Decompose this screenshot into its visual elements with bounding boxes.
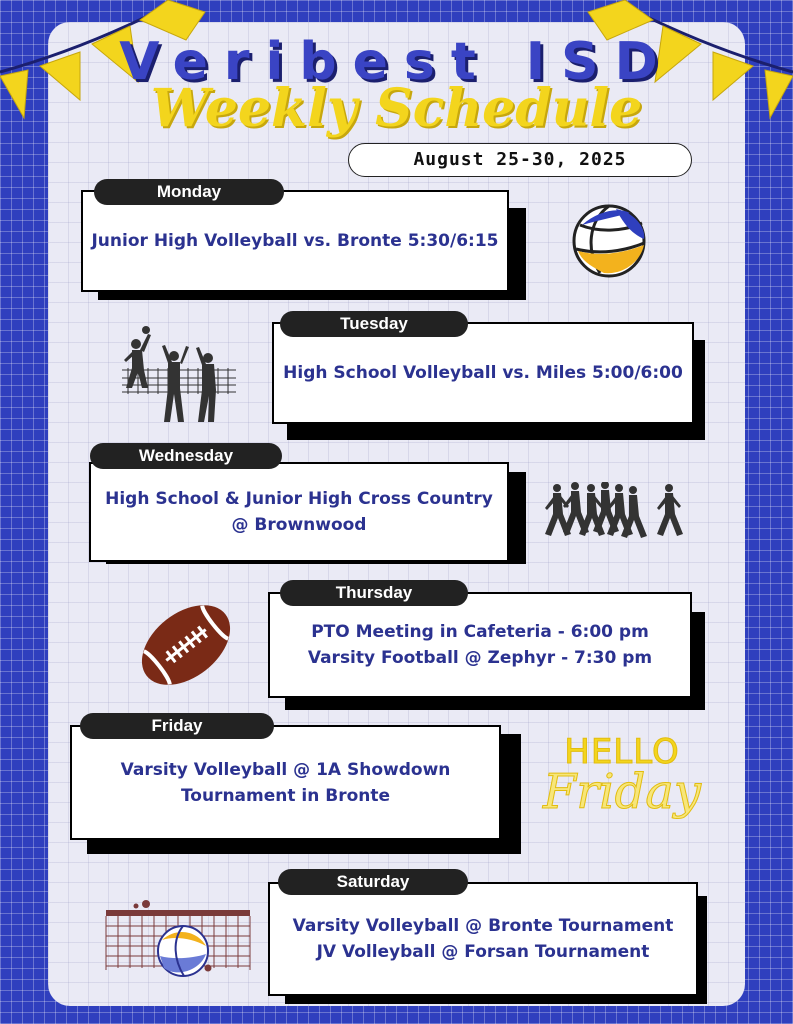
volleyball-players-icon [118, 322, 240, 428]
schedule-subtitle: Weekly Schedule [150, 78, 643, 139]
friday-event-line2: Tournament in Bronte [180, 785, 391, 806]
monday-card [81, 190, 509, 292]
saturday-event-line2: JV Volleyball @ Forsan Tournament [316, 942, 650, 962]
friday-tab: Friday [80, 713, 274, 739]
monday-event: Junior High Volleyball vs. Bronte 5:30/6:15 [91, 231, 499, 251]
saturday-tab: Saturday [278, 869, 468, 895]
wednesday-card [89, 462, 509, 562]
saturday-card [268, 882, 698, 996]
tuesday-card [272, 322, 694, 424]
friday-event-line1: Varsity Volleyball @ 1A Showdown [120, 759, 451, 780]
monday-tab: Monday [94, 179, 284, 205]
tuesday-event: High School Volleyball vs. Miles 5:00/6:00 [283, 363, 683, 383]
volleyball-icon [570, 203, 648, 279]
volleyball-net-icon [102, 896, 254, 980]
saturday-event-line1: Varsity Volleyball @ Bronte Tournament [292, 916, 674, 936]
wednesday-event-line2: @ Brownwood [231, 515, 367, 535]
friday-card [70, 725, 501, 840]
thursday-card [268, 592, 692, 698]
tuesday-tab: Tuesday [280, 311, 468, 337]
date-range: August 25-30, 2025 [348, 143, 692, 177]
wednesday-tab: Wednesday [90, 443, 282, 469]
wednesday-event-line1: High School & Junior High Cross Country [105, 489, 493, 509]
friday-script-text: Friday [542, 764, 702, 820]
thursday-event-line2: Varsity Football @ Zephyr - 7:30 pm [307, 648, 653, 668]
hello-text: HELLO [564, 732, 680, 772]
thursday-event-line1: PTO Meeting in Cafeteria - 6:00 pm [311, 622, 649, 642]
school-title: Veribest ISD [119, 32, 674, 92]
runners-icon [543, 482, 693, 548]
thursday-tab: Thursday [280, 580, 468, 606]
football-icon [133, 594, 239, 696]
hello-friday-graphic [532, 732, 712, 820]
